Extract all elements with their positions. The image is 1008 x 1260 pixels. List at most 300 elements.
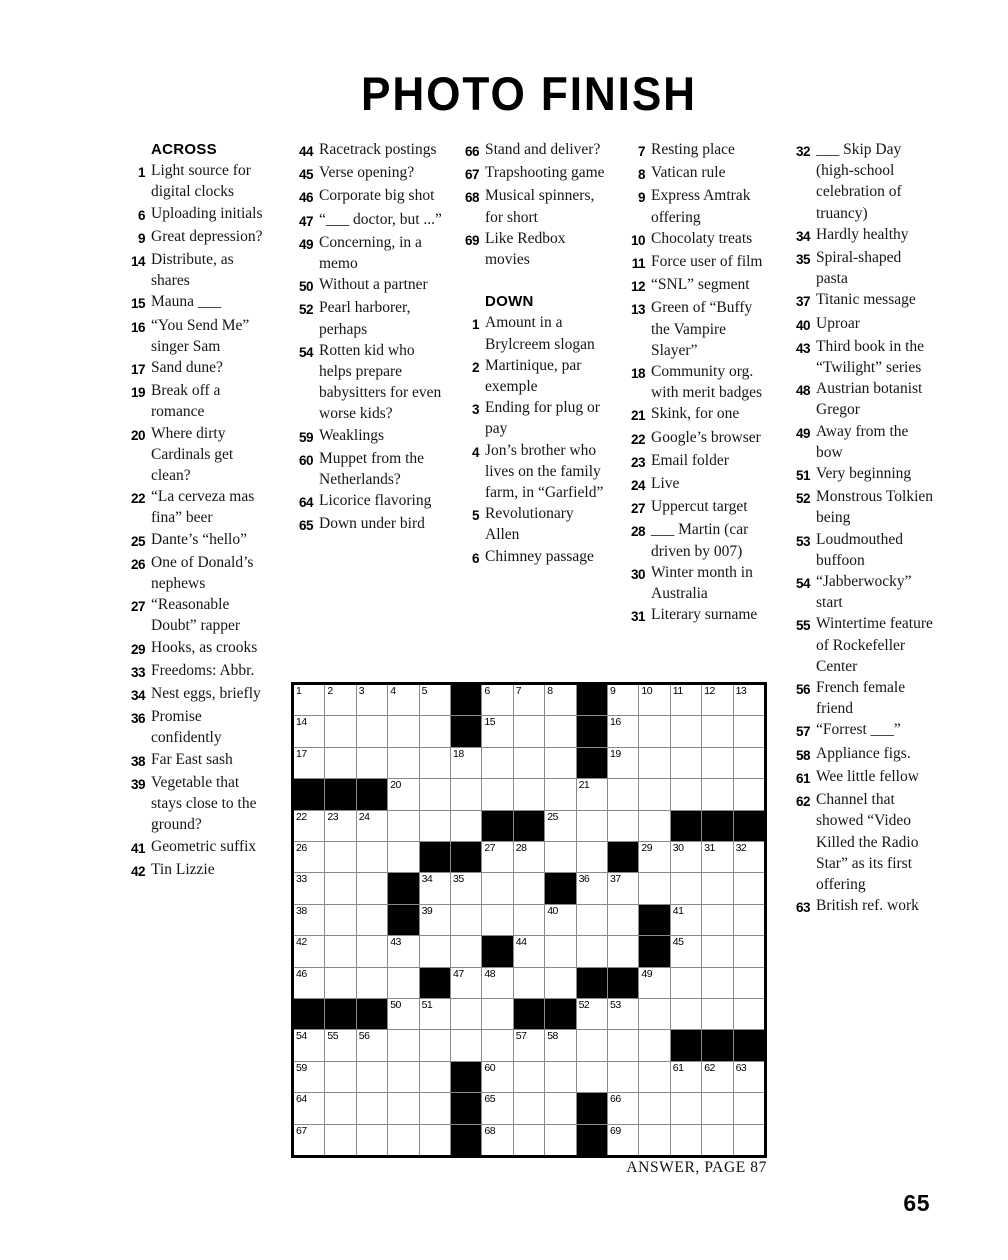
clue-text: Muppet from the Netherlands? bbox=[319, 449, 425, 489]
grid-cell[interactable] bbox=[702, 999, 732, 1029]
cell-number: 25 bbox=[547, 810, 558, 823]
grid-cell[interactable] bbox=[671, 1093, 701, 1123]
grid-cell[interactable] bbox=[482, 685, 512, 715]
cell-number: 69 bbox=[609, 1124, 621, 1137]
grid-cell[interactable] bbox=[451, 779, 481, 809]
grid-cell[interactable] bbox=[514, 748, 544, 778]
grid-cell[interactable] bbox=[671, 905, 701, 935]
cell-number: 7 bbox=[515, 685, 522, 697]
grid-cell-black bbox=[545, 873, 575, 903]
clue-number: 47 bbox=[298, 213, 313, 229]
grid-cell[interactable] bbox=[671, 873, 701, 903]
grid-cell[interactable] bbox=[545, 1125, 575, 1155]
clue-number: 42 bbox=[130, 863, 145, 879]
clue-item bbox=[620, 519, 773, 561]
grid-cell[interactable] bbox=[639, 685, 669, 715]
grid-cell[interactable] bbox=[325, 1093, 355, 1123]
grid-cell[interactable] bbox=[608, 779, 638, 809]
clue-item bbox=[785, 486, 935, 528]
cell-number: 64 bbox=[296, 1093, 307, 1106]
grid-cell[interactable] bbox=[514, 1093, 544, 1123]
grid-cell[interactable] bbox=[671, 936, 701, 966]
grid-cell[interactable] bbox=[482, 748, 512, 778]
grid-cell[interactable] bbox=[545, 1093, 575, 1123]
grid-cell[interactable] bbox=[577, 811, 607, 841]
grid-cell[interactable] bbox=[514, 1030, 544, 1060]
grid-cell[interactable] bbox=[514, 779, 544, 809]
clue-text: Google’s browser bbox=[651, 428, 761, 446]
grid-cell[interactable] bbox=[325, 685, 355, 715]
grid-cell[interactable] bbox=[545, 936, 575, 966]
grid-cell[interactable] bbox=[388, 1030, 418, 1060]
grid-cell[interactable] bbox=[545, 1030, 575, 1060]
clue-number: 45 bbox=[298, 167, 313, 183]
grid-cell[interactable] bbox=[420, 1062, 450, 1092]
grid-cell[interactable] bbox=[451, 999, 481, 1029]
clue-number: 48 bbox=[795, 383, 810, 399]
grid-cell[interactable] bbox=[294, 1093, 324, 1123]
grid-cell[interactable] bbox=[702, 842, 732, 872]
grid-cell[interactable] bbox=[514, 873, 544, 903]
cell-number: 37 bbox=[609, 873, 621, 886]
clue-number: 16 bbox=[130, 319, 145, 335]
grid-cell[interactable] bbox=[294, 748, 324, 778]
grid-cell[interactable] bbox=[702, 873, 732, 903]
clue-number: 65 bbox=[298, 518, 313, 534]
clue-text: “Reasonable Doubt” rapper bbox=[151, 596, 241, 635]
grid-cell[interactable] bbox=[639, 1093, 669, 1123]
grid-cell[interactable] bbox=[388, 716, 418, 746]
clue-number: 32 bbox=[795, 144, 810, 159]
grid-cell[interactable] bbox=[357, 1125, 387, 1155]
clue-number: 10 bbox=[630, 232, 645, 248]
grid-cell[interactable] bbox=[734, 873, 764, 903]
clue-number: 34 bbox=[795, 228, 810, 244]
grid-cell[interactable] bbox=[482, 1125, 512, 1155]
clue-text: ___ Martin (car driven by 007) bbox=[651, 521, 749, 560]
grid-cell[interactable] bbox=[451, 968, 481, 998]
grid-cell[interactable] bbox=[514, 905, 544, 935]
grid-cell[interactable] bbox=[357, 1062, 387, 1092]
clue-text: “La cerveza mas fina” beer bbox=[151, 488, 255, 527]
clue-number: 53 bbox=[795, 533, 810, 549]
cell-number: 28 bbox=[515, 841, 527, 854]
grid-cell[interactable] bbox=[420, 779, 450, 809]
grid-cell[interactable] bbox=[388, 1125, 418, 1155]
clue-item bbox=[785, 529, 935, 571]
cell-number: 54 bbox=[296, 1030, 307, 1043]
grid-cell[interactable] bbox=[294, 811, 324, 841]
cell-number: 51 bbox=[421, 998, 433, 1011]
clue-item bbox=[785, 313, 935, 336]
clue-item bbox=[120, 552, 271, 594]
grid-cell[interactable] bbox=[420, 999, 450, 1029]
grid-cell[interactable] bbox=[420, 1093, 450, 1123]
clue-item bbox=[454, 440, 607, 504]
grid-cell[interactable] bbox=[734, 748, 764, 778]
grid-cell[interactable] bbox=[702, 779, 732, 809]
grid-cell[interactable] bbox=[671, 999, 701, 1029]
grid-cell[interactable] bbox=[639, 873, 669, 903]
grid-cell[interactable] bbox=[325, 842, 355, 872]
grid-cell[interactable] bbox=[702, 685, 732, 715]
clue-text: Stand and deliver? bbox=[485, 141, 601, 158]
clue-item bbox=[120, 706, 271, 748]
grid-cell[interactable] bbox=[482, 1093, 512, 1123]
grid-cell[interactable] bbox=[325, 1030, 355, 1060]
grid-cell[interactable] bbox=[420, 905, 450, 935]
grid-cell[interactable] bbox=[420, 873, 450, 903]
grid-cell[interactable] bbox=[420, 716, 450, 746]
grid-cell[interactable] bbox=[671, 748, 701, 778]
grid-cell[interactable] bbox=[388, 1093, 418, 1123]
grid-cell[interactable] bbox=[577, 905, 607, 935]
clue-item bbox=[120, 859, 271, 882]
grid-cell[interactable] bbox=[482, 999, 512, 1029]
clue-number: 35 bbox=[795, 252, 810, 268]
grid-cell[interactable] bbox=[388, 779, 418, 809]
clue-number: 8 bbox=[637, 167, 645, 183]
clue-number: 56 bbox=[795, 682, 810, 698]
grid-cell[interactable] bbox=[451, 748, 481, 778]
grid-cell[interactable] bbox=[639, 1030, 669, 1060]
grid-cell[interactable] bbox=[702, 1125, 732, 1155]
cell-number: 46 bbox=[296, 967, 307, 980]
grid-cell[interactable] bbox=[734, 779, 764, 809]
grid-cell[interactable] bbox=[734, 716, 764, 746]
grid-cell[interactable] bbox=[671, 716, 701, 746]
grid-cell[interactable] bbox=[639, 999, 669, 1029]
grid-cell-black bbox=[577, 968, 607, 998]
grid-cell[interactable] bbox=[294, 1125, 324, 1155]
grid-cell[interactable] bbox=[545, 1062, 575, 1092]
cell-number: 16 bbox=[609, 716, 621, 729]
clue-number: 13 bbox=[630, 302, 645, 318]
grid-cell[interactable] bbox=[514, 968, 544, 998]
grid-cell[interactable] bbox=[639, 811, 669, 841]
clue-text: Ending for plug or pay bbox=[485, 399, 600, 438]
grid-cell[interactable] bbox=[734, 1062, 764, 1092]
clue-text: “___ doctor, but ...” bbox=[319, 210, 442, 228]
clue-item bbox=[288, 209, 442, 232]
clue-column-1 bbox=[120, 139, 271, 882]
grid-cell[interactable] bbox=[325, 905, 355, 935]
grid-cell[interactable] bbox=[577, 779, 607, 809]
grid-cell[interactable] bbox=[608, 999, 638, 1029]
cell-number: 49 bbox=[641, 967, 653, 980]
grid-cell[interactable] bbox=[388, 936, 418, 966]
grid-cell[interactable] bbox=[608, 811, 638, 841]
grid-cell[interactable] bbox=[671, 685, 701, 715]
cell-number: 40 bbox=[547, 904, 558, 917]
grid-cell[interactable] bbox=[545, 811, 575, 841]
grid-cell[interactable] bbox=[545, 748, 575, 778]
grid-cell[interactable] bbox=[545, 905, 575, 935]
clue-item bbox=[120, 203, 271, 226]
clue-item bbox=[785, 247, 935, 289]
cell-number: 61 bbox=[672, 1061, 684, 1074]
grid-cell[interactable] bbox=[357, 873, 387, 903]
grid-cell[interactable] bbox=[702, 1062, 732, 1092]
grid-cell[interactable] bbox=[294, 873, 324, 903]
grid-cell[interactable] bbox=[482, 968, 512, 998]
grid-cell[interactable] bbox=[420, 685, 450, 715]
grid-cell[interactable] bbox=[671, 779, 701, 809]
grid-cell[interactable] bbox=[577, 873, 607, 903]
clue-text: Without a partner bbox=[319, 276, 428, 294]
grid-cell-black bbox=[451, 685, 481, 715]
grid-cell[interactable] bbox=[545, 716, 575, 746]
grid-cell[interactable] bbox=[294, 936, 324, 966]
clue-item bbox=[620, 251, 773, 274]
grid-cell[interactable] bbox=[357, 968, 387, 998]
grid-cell[interactable] bbox=[545, 779, 575, 809]
grid-cell[interactable] bbox=[294, 968, 324, 998]
grid-cell[interactable] bbox=[514, 936, 544, 966]
grid-cell[interactable] bbox=[388, 1062, 418, 1092]
grid-cell[interactable] bbox=[702, 716, 732, 746]
grid-cell[interactable] bbox=[357, 1030, 387, 1060]
grid-cell[interactable] bbox=[357, 1093, 387, 1123]
grid-cell[interactable] bbox=[325, 968, 355, 998]
grid-cell[interactable] bbox=[639, 968, 669, 998]
grid-cell[interactable] bbox=[325, 1062, 355, 1092]
clue-item bbox=[120, 683, 271, 706]
grid-cell[interactable] bbox=[702, 936, 732, 966]
grid-cell[interactable] bbox=[734, 905, 764, 935]
cell-number: 2 bbox=[327, 685, 333, 697]
grid-cell[interactable] bbox=[482, 905, 512, 935]
clue-text: Where dirty Cardinals get clean? bbox=[151, 424, 234, 485]
grid-cell[interactable] bbox=[734, 936, 764, 966]
grid-cell[interactable] bbox=[608, 1093, 638, 1123]
cell-number: 34 bbox=[421, 873, 433, 886]
grid-cell[interactable] bbox=[325, 811, 355, 841]
grid-cell[interactable] bbox=[451, 811, 481, 841]
grid-cell[interactable] bbox=[734, 1093, 764, 1123]
clue-text: Far East sash bbox=[151, 750, 233, 768]
grid-cell[interactable] bbox=[357, 905, 387, 935]
grid-cell[interactable] bbox=[482, 842, 512, 872]
grid-cell[interactable] bbox=[734, 842, 764, 872]
grid-cell[interactable] bbox=[325, 936, 355, 966]
grid-cell[interactable] bbox=[514, 1062, 544, 1092]
grid-cell[interactable] bbox=[325, 873, 355, 903]
grid-cell[interactable] bbox=[325, 748, 355, 778]
grid-cell[interactable] bbox=[639, 842, 669, 872]
grid-cell[interactable] bbox=[451, 873, 481, 903]
clue-number: 59 bbox=[298, 429, 313, 445]
grid-cell-black bbox=[577, 1093, 607, 1123]
grid-cell[interactable] bbox=[608, 936, 638, 966]
grid-cell[interactable] bbox=[451, 936, 481, 966]
grid-cell[interactable] bbox=[608, 1125, 638, 1155]
grid-cell[interactable] bbox=[577, 1062, 607, 1092]
clue-number: 6 bbox=[137, 207, 145, 223]
grid-cell[interactable] bbox=[577, 999, 607, 1029]
grid-cell[interactable] bbox=[482, 779, 512, 809]
clue-text: Community org. with merit badges bbox=[651, 363, 763, 402]
clue-text: Amount in a Brylcreem slogan bbox=[485, 314, 595, 353]
clue-text: Sand dune? bbox=[151, 359, 223, 377]
grid-cell[interactable] bbox=[577, 842, 607, 872]
grid-cell[interactable] bbox=[357, 936, 387, 966]
grid-cell[interactable] bbox=[514, 716, 544, 746]
grid-cell[interactable] bbox=[420, 1030, 450, 1060]
clue-text: Weaklings bbox=[319, 426, 385, 444]
grid-cell[interactable] bbox=[388, 811, 418, 841]
grid-cell[interactable] bbox=[420, 1125, 450, 1155]
grid-cell[interactable] bbox=[608, 873, 638, 903]
clue-text: Racetrack postings bbox=[319, 141, 437, 158]
clue-text: Trapshooting game bbox=[485, 164, 605, 182]
clue-text: Email folder bbox=[651, 451, 729, 469]
grid-cell[interactable] bbox=[388, 842, 418, 872]
grid-cell[interactable] bbox=[608, 905, 638, 935]
clue-item bbox=[785, 677, 935, 719]
grid-cell[interactable] bbox=[388, 685, 418, 715]
grid-cell[interactable] bbox=[734, 999, 764, 1029]
cell-number: 8 bbox=[547, 685, 553, 697]
grid-cell[interactable] bbox=[388, 968, 418, 998]
grid-cell[interactable] bbox=[702, 748, 732, 778]
grid-cell[interactable] bbox=[545, 842, 575, 872]
clue-number: 20 bbox=[130, 427, 145, 443]
clue-item bbox=[785, 224, 935, 247]
grid-cell[interactable] bbox=[451, 905, 481, 935]
grid-cell[interactable] bbox=[671, 842, 701, 872]
clue-number: 27 bbox=[630, 501, 645, 517]
clue-item bbox=[120, 226, 271, 249]
grid-cell[interactable] bbox=[294, 1062, 324, 1092]
grid-cell[interactable] bbox=[608, 748, 638, 778]
grid-cell[interactable] bbox=[420, 748, 450, 778]
clue-text: Wee little fellow bbox=[816, 767, 919, 785]
grid-cell[interactable] bbox=[482, 1062, 512, 1092]
grid-cell[interactable] bbox=[325, 1125, 355, 1155]
clue-text: Musical spinners, for short bbox=[485, 187, 595, 226]
clue-item bbox=[620, 297, 773, 361]
clue-text: French female friend bbox=[816, 679, 906, 718]
clue-text: Channel that showed “Video Killed the Radio Star” as its first offering bbox=[816, 791, 919, 893]
grid-cell[interactable] bbox=[608, 1062, 638, 1092]
clue-number: 41 bbox=[130, 840, 145, 856]
grid-cell[interactable] bbox=[608, 716, 638, 746]
grid-cell[interactable] bbox=[639, 748, 669, 778]
grid-cell[interactable] bbox=[482, 716, 512, 746]
grid-cell-black bbox=[294, 999, 324, 1029]
grid-cell[interactable] bbox=[608, 685, 638, 715]
grid-cell[interactable] bbox=[545, 685, 575, 715]
grid-cell[interactable] bbox=[734, 968, 764, 998]
grid-cell[interactable] bbox=[514, 842, 544, 872]
clue-item bbox=[620, 403, 773, 426]
grid-cell[interactable] bbox=[294, 1030, 324, 1060]
clue-number: 37 bbox=[795, 294, 810, 310]
clue-text: Austrian botanist Gregor bbox=[816, 380, 923, 419]
clue-text: Great depression? bbox=[151, 227, 263, 245]
grid-cell[interactable] bbox=[577, 936, 607, 966]
grid-cell-black bbox=[734, 1030, 764, 1060]
grid-cell[interactable] bbox=[702, 1093, 732, 1123]
grid-cell[interactable] bbox=[545, 968, 575, 998]
grid-cell[interactable] bbox=[514, 685, 544, 715]
grid-cell[interactable] bbox=[671, 1062, 701, 1092]
grid-cell[interactable] bbox=[639, 1062, 669, 1092]
clue-number: 33 bbox=[130, 664, 145, 680]
clue-text: Freedoms: Abbr. bbox=[151, 661, 255, 679]
grid-cell[interactable] bbox=[451, 1030, 481, 1060]
grid-cell[interactable] bbox=[294, 842, 324, 872]
clue-text: Chimney passage bbox=[485, 547, 594, 565]
clue-number: 66 bbox=[464, 144, 479, 159]
cell-number: 58 bbox=[547, 1030, 558, 1043]
grid-cell[interactable] bbox=[608, 1030, 638, 1060]
grid-cell[interactable] bbox=[671, 968, 701, 998]
grid-cell[interactable] bbox=[357, 811, 387, 841]
grid-cell[interactable] bbox=[514, 1125, 544, 1155]
cell-number: 3 bbox=[358, 685, 365, 697]
clue-text: Revolutionary Allen bbox=[485, 505, 574, 544]
grid-cell[interactable] bbox=[388, 999, 418, 1029]
grid-cell[interactable] bbox=[294, 905, 324, 935]
grid-cell[interactable] bbox=[294, 685, 324, 715]
grid-cell[interactable] bbox=[325, 716, 355, 746]
clue-text: Martinique, par exemple bbox=[485, 356, 582, 396]
across-heading: ACROSS bbox=[151, 141, 217, 158]
cell-number: 4 bbox=[390, 685, 396, 697]
clue-text: British ref. work bbox=[816, 897, 919, 915]
clue-number: 11 bbox=[631, 256, 645, 272]
clue-number: 24 bbox=[630, 478, 645, 494]
clue-number: 28 bbox=[630, 524, 645, 540]
grid-cell[interactable] bbox=[734, 1125, 764, 1155]
cell-number: 33 bbox=[296, 873, 307, 886]
clue-item bbox=[785, 719, 935, 742]
grid-cell-black bbox=[482, 936, 512, 966]
grid-cell[interactable] bbox=[420, 811, 450, 841]
grid-cell[interactable] bbox=[357, 685, 387, 715]
clue-text: One of Donald’s nephews bbox=[151, 553, 254, 593]
clue-number: 49 bbox=[298, 236, 313, 252]
grid-cell[interactable] bbox=[671, 1125, 701, 1155]
grid-cell[interactable] bbox=[702, 905, 732, 935]
clue-item bbox=[620, 185, 773, 227]
cell-number: 6 bbox=[484, 685, 490, 697]
grid-cell[interactable] bbox=[294, 716, 324, 746]
grid-cell[interactable] bbox=[357, 748, 387, 778]
cell-number: 15 bbox=[484, 716, 496, 729]
clue-number: 49 bbox=[795, 425, 810, 441]
clue-text: Vatican rule bbox=[651, 164, 726, 182]
clue-number: 40 bbox=[795, 317, 810, 333]
grid-cell[interactable] bbox=[357, 716, 387, 746]
grid-cell[interactable] bbox=[482, 873, 512, 903]
grid-cell[interactable] bbox=[734, 685, 764, 715]
grid-cell[interactable] bbox=[639, 716, 669, 746]
grid-cell[interactable] bbox=[577, 1030, 607, 1060]
grid-cell-black bbox=[420, 842, 450, 872]
clue-item bbox=[620, 562, 773, 604]
grid-cell[interactable] bbox=[388, 748, 418, 778]
grid-cell[interactable] bbox=[702, 968, 732, 998]
grid-cell[interactable] bbox=[482, 1030, 512, 1060]
grid-cell[interactable] bbox=[420, 936, 450, 966]
grid-cell[interactable] bbox=[357, 842, 387, 872]
clue-text: Skink, for one bbox=[651, 405, 740, 423]
grid-cell[interactable] bbox=[639, 1125, 669, 1155]
grid-cell[interactable] bbox=[639, 779, 669, 809]
